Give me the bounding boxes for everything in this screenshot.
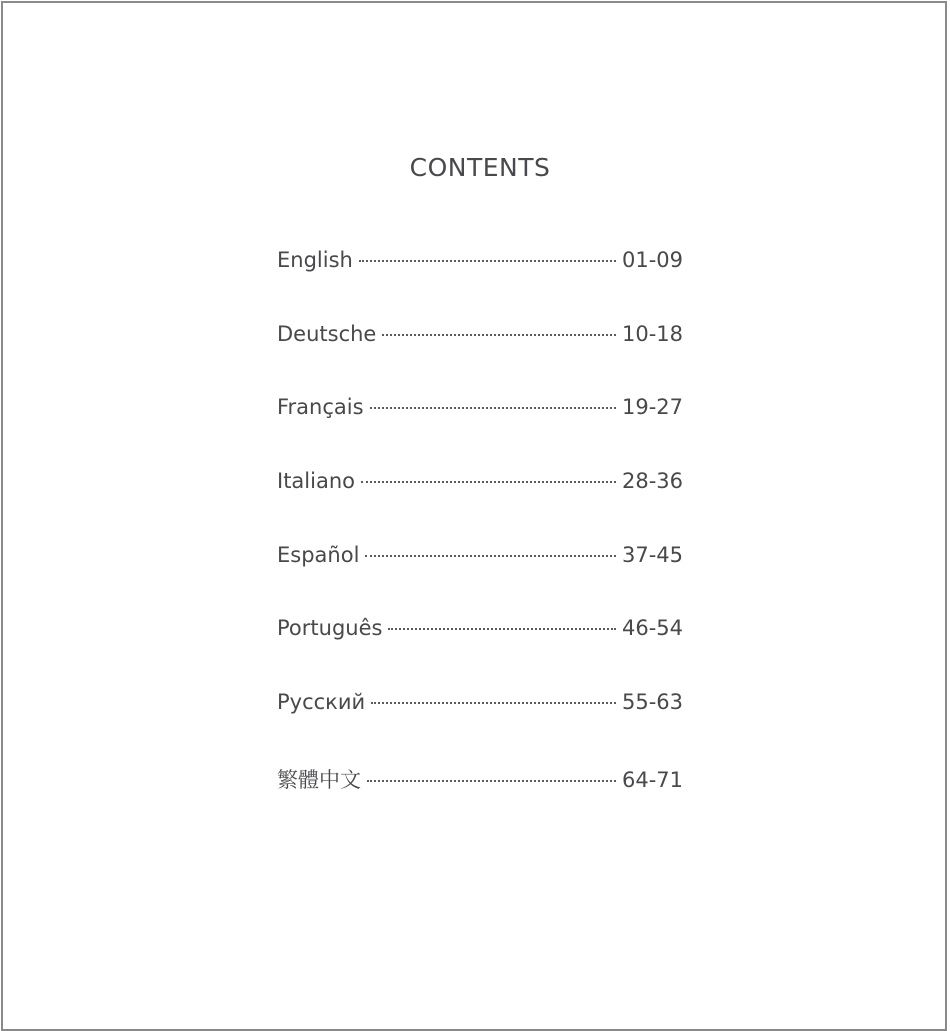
- toc-entry-pages: 19-27: [621, 395, 683, 420]
- toc-entry-label: Italiano: [277, 469, 355, 494]
- toc-entry-pages: 28-36: [621, 469, 683, 494]
- dot-leader: [371, 702, 616, 704]
- page-title: CONTENTS: [409, 153, 551, 182]
- page-frame: [1, 1, 947, 1031]
- dot-leader: [370, 407, 616, 409]
- dot-leader: [367, 780, 616, 782]
- toc-entry-pages: 37-45: [621, 542, 683, 567]
- toc-entry-english[interactable]: [277, 248, 683, 322]
- toc-entry-pages: 46-54: [621, 616, 683, 641]
- toc-entry-traditional-chinese[interactable]: [277, 764, 683, 838]
- toc-entry-label: Français: [277, 395, 364, 420]
- toc-entry-deutsche[interactable]: [277, 322, 683, 396]
- toc-entry-portugues[interactable]: [277, 616, 683, 690]
- toc-entry-pages: 64-71: [621, 767, 683, 792]
- table-of-contents: [277, 248, 683, 838]
- toc-entry-pages: 01-09: [621, 248, 683, 272]
- dot-leader: [365, 555, 616, 557]
- toc-entry-label: Português: [277, 616, 383, 641]
- toc-entry-label: English: [277, 248, 353, 272]
- toc-entry-label: Deutsche: [277, 321, 377, 346]
- dot-leader: [388, 628, 616, 630]
- toc-entry-label: Español: [277, 542, 360, 567]
- toc-entry-russian[interactable]: [277, 690, 683, 764]
- toc-entry-espanol[interactable]: [277, 543, 683, 617]
- toc-entry-pages: 55-63: [621, 690, 683, 715]
- dot-leader: [382, 334, 616, 336]
- toc-entry-francais[interactable]: [277, 395, 683, 469]
- toc-entry-label: Русский: [277, 690, 366, 715]
- dot-leader: [359, 260, 616, 262]
- toc-entry-label: 繁體中文: [277, 767, 361, 792]
- dot-leader: [361, 481, 616, 483]
- toc-entry-italiano[interactable]: [277, 469, 683, 543]
- toc-entry-pages: 10-18: [621, 321, 683, 346]
